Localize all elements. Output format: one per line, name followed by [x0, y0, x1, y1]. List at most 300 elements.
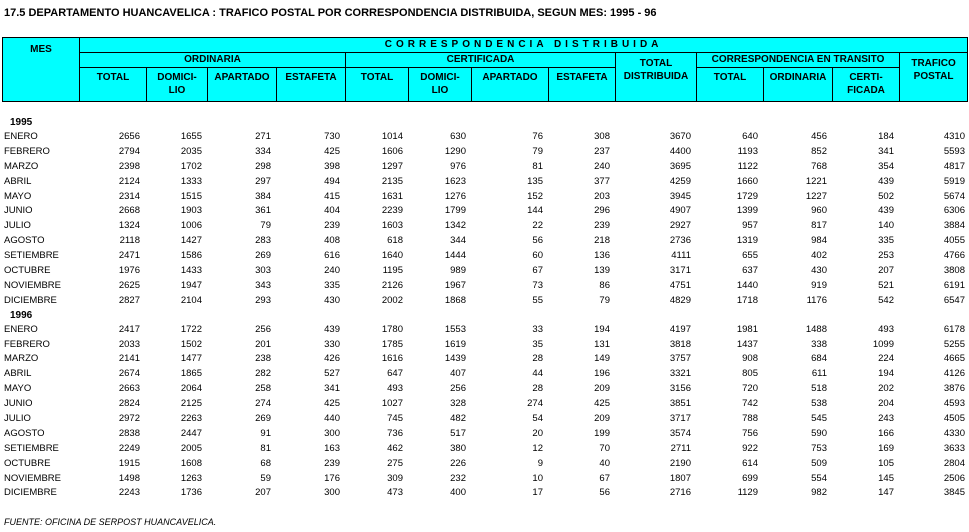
cell-cert-domicilio: 328 [450, 398, 466, 410]
cell-cert-total: 1014 [381, 131, 403, 142]
cell-cert-domicilio: 517 [450, 427, 466, 439]
cell-tr-total: 1718 [736, 294, 758, 306]
cell-cert-apartado: 55 [532, 294, 543, 306]
table-row [2, 175, 967, 190]
cell-ord-apartado: 238 [255, 353, 271, 365]
table-row [2, 367, 967, 382]
cell-total-distribuida: 3171 [669, 265, 691, 277]
cell-cert-total: 1616 [381, 353, 403, 365]
cell-cert-domicilio: 407 [450, 368, 466, 380]
cell-cert-estafeta: 209 [594, 413, 610, 425]
cell-ord-estafeta: 430 [324, 294, 340, 306]
cell-cert-estafeta: 79 [599, 294, 610, 306]
table-row [2, 264, 967, 279]
cell-total-distribuida: 2736 [669, 235, 691, 247]
cell-trafico-postal: 3876 [943, 383, 965, 395]
header-total-distribuida [616, 53, 697, 102]
cell-ord-estafeta: 425 [324, 145, 340, 157]
cell-cert-estafeta: 296 [594, 205, 610, 217]
cell-tr-certificada: 194 [878, 368, 894, 380]
cell-ord-total: 2625 [118, 279, 140, 291]
cell-tr-ordinaria: 753 [811, 442, 827, 454]
cell-ord-apartado: 283 [255, 235, 271, 247]
cell-ord-apartado: 256 [255, 323, 271, 335]
cell-tr-ordinaria: 1227 [805, 190, 827, 202]
cell-cert-domicilio: 1444 [444, 250, 466, 262]
cell-cert-domicilio: 1868 [444, 294, 466, 306]
cell-ord-estafeta: 163 [324, 442, 340, 454]
cell-ord-estafeta: 240 [324, 265, 340, 277]
cell-ord-apartado: 298 [255, 160, 271, 172]
cell-mes: MARZO [4, 353, 39, 365]
cell-cert-apartado: 22 [532, 220, 543, 232]
cell-tr-total: 1129 [737, 487, 758, 499]
cell-tr-certificada: 354 [878, 160, 894, 172]
cell-ord-estafeta: 408 [324, 235, 340, 247]
cell-tr-total: 637 [742, 265, 758, 277]
cell-tr-total: 1319 [736, 235, 758, 247]
header-tr-ordinaria: ORDINARIA [764, 68, 833, 102]
cell-cert-domicilio: 1342 [444, 220, 466, 232]
cell-cert-domicilio: 482 [450, 413, 466, 425]
cell-cert-domicilio: 400 [450, 487, 466, 499]
cell-ord-estafeta: 439 [324, 323, 340, 335]
cell-ord-apartado: 282 [255, 368, 271, 380]
cell-cert-estafeta: 237 [594, 145, 610, 157]
cell-trafico-postal: 6191 [943, 279, 965, 291]
cell-ord-estafeta: 239 [324, 220, 340, 232]
header-trafico-postal-line1: TRAFICO [911, 58, 956, 69]
cell-trafico-postal: 4330 [943, 427, 965, 439]
cell-trafico-postal: 4817 [943, 160, 965, 172]
cell-tr-certificada: 521 [878, 279, 894, 291]
cell-tr-total: 1122 [737, 160, 758, 172]
cell-trafico-postal: 5255 [943, 338, 965, 350]
cell-cert-apartado: 79 [532, 145, 543, 157]
cell-ord-apartado: 334 [255, 145, 271, 157]
cell-cert-estafeta: 308 [594, 131, 610, 142]
cell-tr-total: 655 [742, 250, 758, 262]
cell-mes: FEBRERO [4, 338, 50, 350]
cell-cert-total: 2126 [381, 279, 403, 291]
table-row [2, 412, 967, 427]
cell-total-distribuida: 2190 [669, 457, 691, 469]
table-row [2, 472, 967, 487]
cell-trafico-postal: 3808 [943, 265, 965, 277]
cell-ord-total: 2141 [118, 353, 140, 365]
cell-cert-total: 2002 [381, 294, 403, 306]
cell-tr-total: 1981 [736, 323, 758, 335]
cell-total-distribuida: 4907 [669, 205, 691, 217]
table-row [2, 279, 967, 294]
cell-ord-total: 2249 [118, 442, 140, 454]
cell-ord-estafeta: 404 [324, 205, 340, 217]
cell-tr-certificada: 140 [878, 220, 894, 232]
cell-cert-apartado: 20 [532, 427, 543, 439]
cell-ord-total: 2794 [118, 145, 140, 157]
cell-ord-estafeta: 527 [324, 368, 340, 380]
cell-mes: JULIO [4, 413, 31, 425]
cell-trafico-postal: 5919 [943, 175, 965, 187]
table-row [2, 397, 967, 412]
cell-ord-total: 2824 [118, 398, 140, 410]
cell-ord-domicilio: 1515 [180, 190, 202, 202]
cell-cert-domicilio: 1276 [444, 190, 466, 202]
table-row [2, 249, 967, 264]
cell-total-distribuida: 3757 [669, 353, 691, 365]
header-ord-total: TOTAL [80, 68, 147, 102]
cell-cert-estafeta: 199 [594, 427, 610, 439]
table-row [2, 442, 967, 457]
cell-cert-domicilio: 1290 [444, 145, 466, 157]
cell-mes: MARZO [4, 160, 39, 172]
cell-cert-total: 745 [387, 413, 403, 425]
cell-cert-domicilio: 630 [450, 131, 466, 142]
table-row [2, 190, 967, 205]
table-header [2, 37, 968, 102]
header-cert-domicilio: DOMICI- LIO [409, 68, 472, 102]
cell-tr-ordinaria: 611 [811, 368, 827, 380]
cell-mes: ENERO [4, 323, 38, 335]
cell-tr-certificada: 542 [878, 294, 894, 306]
cell-tr-ordinaria: 1488 [805, 323, 827, 335]
cell-total-distribuida: 2711 [670, 442, 691, 454]
cell-cert-total: 1631 [381, 190, 403, 202]
year-label: 1995 [10, 117, 33, 128]
cell-tr-certificada: 145 [878, 472, 894, 484]
header-ord-estafeta: ESTAFETA [277, 68, 346, 102]
table-body [2, 116, 967, 501]
cell-cert-apartado: 12 [532, 442, 543, 454]
cell-total-distribuida: 4400 [669, 145, 691, 157]
cell-trafico-postal: 5593 [943, 145, 965, 157]
cell-ord-total: 2124 [118, 175, 140, 187]
cell-ord-apartado: 91 [260, 427, 271, 439]
cell-tr-certificada: 439 [878, 175, 894, 187]
cell-cert-apartado: 152 [527, 190, 543, 202]
cell-ord-estafeta: 300 [324, 487, 340, 499]
cell-ord-total: 2972 [118, 413, 140, 425]
cell-cert-estafeta: 136 [594, 250, 610, 262]
cell-ord-domicilio: 2064 [180, 383, 202, 395]
cell-ord-apartado: 79 [260, 220, 271, 232]
cell-cert-apartado: 54 [532, 413, 543, 425]
cell-ord-total: 1915 [118, 457, 140, 469]
table-row [2, 145, 967, 160]
cell-tr-total: 957 [742, 220, 758, 232]
cell-cert-total: 1027 [381, 398, 403, 410]
cell-cert-apartado: 44 [532, 368, 543, 380]
cell-trafico-postal: 2506 [943, 472, 965, 484]
cell-cert-total: 1785 [381, 338, 403, 350]
header-correspondencia-distribuida: CORRESPONDENCIA DISTRIBUIDA [80, 38, 968, 53]
cell-ord-estafeta: 176 [324, 472, 340, 484]
cell-tr-ordinaria: 402 [811, 250, 827, 262]
cell-cert-total: 2135 [381, 175, 403, 187]
cell-ord-apartado: 384 [255, 190, 271, 202]
cell-cert-domicilio: 1623 [444, 175, 466, 187]
cell-ord-apartado: 271 [255, 131, 271, 142]
header-cert-apartado: APARTADO [472, 68, 549, 102]
cell-tr-certificada: 184 [878, 131, 894, 142]
cell-ord-domicilio: 1006 [180, 220, 202, 232]
cell-tr-total: 922 [742, 442, 758, 454]
cell-tr-ordinaria: 982 [811, 487, 827, 499]
cell-cert-apartado: 274 [527, 398, 543, 410]
cell-ord-apartado: 258 [255, 383, 271, 395]
cell-tr-certificada: 335 [878, 235, 894, 247]
cell-tr-certificada: 253 [878, 250, 894, 262]
cell-cert-estafeta: 56 [599, 487, 610, 499]
table-row [2, 130, 967, 145]
cell-trafico-postal: 6547 [943, 294, 965, 306]
table-row [2, 382, 967, 397]
cell-cert-estafeta: 86 [599, 279, 610, 291]
cell-cert-domicilio: 1619 [444, 338, 466, 350]
cell-cert-apartado: 17 [532, 487, 543, 499]
cell-tr-ordinaria: 768 [811, 160, 827, 172]
cell-tr-certificada: 439 [878, 205, 894, 217]
cell-tr-total: 788 [742, 413, 758, 425]
cell-cert-estafeta: 209 [594, 383, 610, 395]
cell-ord-estafeta: 440 [324, 413, 340, 425]
table-row [2, 457, 967, 472]
cell-tr-certificada: 243 [878, 413, 894, 425]
cell-cert-estafeta: 131 [594, 338, 610, 350]
cell-ord-total: 2668 [118, 205, 140, 217]
cell-cert-estafeta: 203 [594, 190, 610, 202]
header-tr-total: TOTAL [697, 68, 764, 102]
header-total-distribuida-line2: DISTRIBUIDA [623, 71, 689, 82]
cell-ord-domicilio: 1903 [180, 205, 202, 217]
cell-ord-total: 1324 [118, 220, 140, 232]
cell-cert-apartado: 28 [532, 383, 543, 395]
cell-tr-certificada: 166 [878, 427, 894, 439]
cell-cert-apartado: 9 [537, 457, 543, 469]
cell-ord-apartado: 274 [255, 398, 271, 410]
cell-tr-ordinaria: 984 [811, 235, 827, 247]
cell-tr-total: 1660 [736, 175, 758, 187]
cell-mes: MAYO [4, 190, 32, 202]
year-label: 1996 [10, 309, 33, 321]
table-row [2, 160, 967, 175]
cell-cert-total: 618 [387, 235, 403, 247]
cell-mes: AGOSTO [4, 235, 45, 247]
cell-cert-domicilio: 256 [450, 383, 466, 395]
cell-trafico-postal: 3845 [943, 487, 965, 499]
table-row [2, 234, 967, 249]
header-ord-apartado: APARTADO [208, 68, 277, 102]
cell-total-distribuida: 4829 [669, 294, 691, 306]
cell-ord-total: 1498 [118, 472, 140, 484]
cell-tr-total: 1437 [736, 338, 758, 350]
cell-ord-total: 2838 [118, 427, 140, 439]
cell-cert-domicilio: 1799 [444, 205, 466, 217]
header-trafico-postal-line2: POSTAL [913, 71, 954, 82]
cell-tr-ordinaria: 430 [811, 265, 827, 277]
cell-ord-estafeta: 425 [324, 398, 340, 410]
cell-ord-domicilio: 2005 [180, 442, 202, 454]
cell-mes: ABRIL [4, 368, 32, 380]
cell-trafico-postal: 6178 [943, 323, 965, 335]
cell-cert-domicilio: 1553 [444, 323, 466, 335]
cell-total-distribuida: 2927 [669, 220, 691, 232]
cell-ord-domicilio: 1502 [180, 338, 202, 350]
cell-tr-total: 908 [742, 353, 758, 365]
cell-cert-apartado: 144 [527, 205, 543, 217]
table-row [2, 323, 967, 338]
cell-cert-apartado: 10 [532, 472, 543, 484]
cell-ord-domicilio: 1477 [180, 353, 202, 365]
cell-ord-estafeta: 426 [324, 353, 340, 365]
page-title: 17.5 DEPARTAMENTO HUANCAVELICA : TRAFICO POSTAL POR CORRESPONDENCIA DISTRIBUIDA, SEGUN MES: 1995 - 96 [4, 7, 657, 19]
cell-total-distribuida: 3321 [669, 368, 691, 380]
table-row [2, 294, 967, 309]
cell-cert-domicilio: 380 [450, 442, 466, 454]
cell-mes: SETIEMBRE [4, 442, 59, 454]
cell-trafico-postal: 2804 [943, 457, 965, 469]
cell-cert-domicilio: 976 [450, 160, 466, 172]
cell-tr-ordinaria: 545 [811, 413, 827, 425]
cell-tr-ordinaria: 509 [811, 457, 827, 469]
header-cert-total: TOTAL [346, 68, 409, 102]
cell-tr-ordinaria: 518 [811, 383, 827, 395]
cell-tr-ordinaria: 590 [811, 427, 827, 439]
cell-tr-total: 1399 [736, 205, 758, 217]
cell-tr-total: 640 [742, 131, 758, 142]
cell-mes: MAYO [4, 383, 32, 395]
cell-cert-estafeta: 40 [599, 457, 610, 469]
cell-cert-total: 1195 [382, 265, 403, 277]
cell-ord-apartado: 269 [255, 250, 271, 262]
cell-trafico-postal: 4055 [943, 235, 965, 247]
cell-cert-apartado: 73 [532, 279, 543, 291]
cell-cert-estafeta: 194 [594, 323, 610, 335]
cell-tr-total: 805 [742, 368, 758, 380]
header-ord-domicilio: DOMICI- LIO [147, 68, 208, 102]
cell-tr-certificada: 204 [878, 398, 894, 410]
cell-ord-domicilio: 2035 [180, 145, 202, 157]
cell-ord-estafeta: 415 [324, 190, 340, 202]
cell-ord-total: 2314 [118, 190, 140, 202]
cell-total-distribuida: 4751 [669, 279, 691, 291]
cell-cert-total: 647 [387, 368, 403, 380]
cell-tr-total: 1193 [737, 145, 758, 157]
cell-ord-domicilio: 1433 [180, 265, 202, 277]
cell-mes: FEBRERO [4, 145, 50, 157]
cell-mes: JUNIO [4, 205, 33, 217]
cell-cert-domicilio: 226 [450, 457, 466, 469]
cell-cert-estafeta: 218 [594, 235, 610, 247]
cell-tr-ordinaria: 852 [811, 145, 827, 157]
cell-ord-total: 2033 [118, 338, 140, 350]
cell-ord-total: 1976 [118, 265, 140, 277]
cell-tr-ordinaria: 817 [811, 220, 827, 232]
cell-ord-domicilio: 1586 [180, 250, 202, 262]
cell-ord-total: 2656 [118, 131, 140, 142]
cell-ord-apartado: 303 [255, 265, 271, 277]
source-note: FUENTE: OFICINA DE SERPOST HUANCAVELICA. [4, 517, 217, 527]
cell-cert-total: 1297 [381, 160, 403, 172]
cell-total-distribuida: 3851 [669, 398, 691, 410]
header-cert-estafeta: ESTAFETA [549, 68, 616, 102]
cell-ord-domicilio: 1947 [180, 279, 202, 291]
cell-cert-estafeta: 425 [594, 398, 610, 410]
table-row [2, 427, 967, 442]
cell-cert-apartado: 28 [532, 353, 543, 365]
cell-tr-total: 1729 [736, 190, 758, 202]
cell-total-distribuida: 2716 [669, 487, 691, 499]
cell-ord-estafeta: 239 [324, 457, 340, 469]
cell-tr-ordinaria: 1221 [805, 175, 827, 187]
cell-ord-total: 2417 [118, 323, 140, 335]
header-trafico-postal [900, 53, 968, 102]
table-row [2, 352, 967, 367]
cell-total-distribuida: 3818 [669, 338, 691, 350]
cell-mes: ABRIL [4, 175, 32, 187]
cell-ord-total: 2471 [118, 250, 140, 262]
cell-ord-estafeta: 398 [324, 160, 340, 172]
cell-tr-ordinaria: 554 [811, 472, 827, 484]
cell-cert-total: 736 [387, 427, 403, 439]
cell-cert-total: 1603 [381, 220, 403, 232]
table-row [2, 486, 967, 501]
cell-trafico-postal: 4126 [943, 368, 965, 380]
cell-tr-certificada: 105 [878, 457, 894, 469]
cell-ord-total: 2118 [119, 235, 140, 247]
header-transito: CORRESPONDENCIA EN TRANSITO [697, 53, 900, 68]
cell-tr-total: 699 [742, 472, 758, 484]
cell-cert-domicilio: 232 [450, 472, 466, 484]
cell-ord-domicilio: 2263 [180, 413, 202, 425]
cell-tr-ordinaria: 960 [811, 205, 827, 217]
cell-tr-total: 614 [742, 457, 758, 469]
cell-ord-domicilio: 2125 [180, 398, 202, 410]
cell-tr-certificada: 169 [878, 442, 894, 454]
cell-ord-domicilio: 1865 [180, 368, 202, 380]
cell-ord-total: 2827 [118, 294, 140, 306]
cell-tr-certificada: 1099 [872, 338, 894, 350]
cell-ord-apartado: 343 [255, 279, 271, 291]
cell-ord-domicilio: 1608 [180, 457, 202, 469]
cell-trafico-postal: 4310 [943, 131, 965, 142]
cell-ord-estafeta: 330 [324, 338, 340, 350]
cell-mes: OCTUBRE [4, 457, 51, 469]
cell-tr-total: 742 [742, 398, 758, 410]
cell-cert-apartado: 33 [532, 323, 543, 335]
cell-trafico-postal: 3633 [943, 442, 965, 454]
cell-ord-domicilio: 1736 [180, 487, 202, 499]
cell-cert-domicilio: 344 [450, 235, 466, 247]
cell-cert-estafeta: 139 [594, 265, 610, 277]
cell-ord-domicilio: 1722 [180, 323, 202, 335]
cell-ord-estafeta: 730 [324, 131, 340, 142]
cell-ord-domicilio: 1702 [180, 160, 202, 172]
cell-trafico-postal: 4505 [943, 413, 965, 425]
cell-tr-certificada: 341 [878, 145, 894, 157]
cell-tr-certificada: 147 [878, 487, 894, 499]
cell-mes: ENERO [4, 131, 38, 142]
cell-ord-total: 2663 [118, 383, 140, 395]
cell-trafico-postal: 5674 [943, 190, 965, 202]
cell-cert-total: 473 [387, 487, 403, 499]
cell-cert-estafeta: 70 [599, 442, 610, 454]
cell-trafico-postal: 4593 [943, 398, 965, 410]
cell-ord-domicilio: 2447 [180, 427, 202, 439]
cell-tr-certificada: 493 [878, 323, 894, 335]
cell-mes: NOVIEMBRE [4, 279, 62, 291]
cell-ord-estafeta: 341 [324, 383, 340, 395]
